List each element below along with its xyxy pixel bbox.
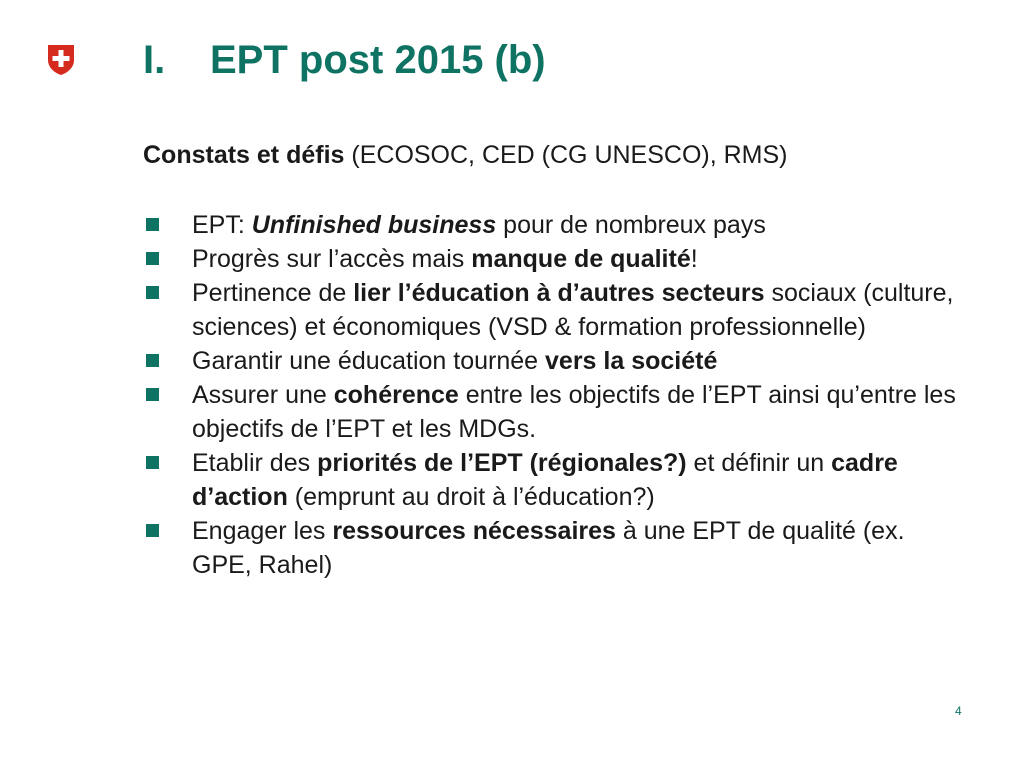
bullet-square-icon xyxy=(146,456,159,469)
bullet-emphasis: ressources nécessaires xyxy=(332,517,616,545)
bullet-text: entre les objectifs de l’EPT ainsi qu’entre les objectifs de l’EPT et les MDGs. xyxy=(192,381,956,443)
bullet-list xyxy=(143,208,958,582)
subtitle-bold: Constats et défis xyxy=(143,141,345,169)
bullet-text: ! xyxy=(690,245,698,273)
slide-title xyxy=(143,36,546,84)
title-text: EPT post 2015 (b) xyxy=(210,38,546,82)
bullet-text: à une EPT de qualité (ex. GPE, Rahel) xyxy=(192,517,905,579)
bullet-square-icon xyxy=(146,286,159,299)
bullet-emphasis: cohérence xyxy=(333,381,459,409)
bullet-text: Garantir une éducation tournée xyxy=(192,347,546,375)
bullet-emphasis: priorités de l’EPT (régionales?) xyxy=(317,449,687,477)
bullet-square-icon xyxy=(146,354,159,367)
bullet-text: Engager les xyxy=(192,517,333,545)
bullet-item xyxy=(143,446,958,514)
bullet-emphasis: cadre d’action xyxy=(192,449,898,511)
bullet-text: sociaux (culture, sciences) et économiques (VSD & formation professionnelle) xyxy=(192,279,954,341)
slide-subtitle xyxy=(143,138,788,172)
bullet-text: Assurer une xyxy=(192,381,334,409)
bullet-emphasis: vers la société xyxy=(545,347,718,375)
page-number: 4 xyxy=(955,704,962,718)
bullet-square-icon xyxy=(146,218,159,231)
title-number: I. xyxy=(143,38,166,82)
bullet-square-icon xyxy=(146,388,159,401)
bullet-emphasis: manque de qualité xyxy=(471,245,691,273)
swiss-cross-logo-icon xyxy=(46,43,76,76)
bullet-item xyxy=(143,514,958,582)
bullet-item xyxy=(143,344,958,378)
bullet-square-icon xyxy=(146,524,159,537)
bullet-item xyxy=(143,276,958,344)
subtitle-rest: (ECOSOC, CED (CG UNESCO), RMS) xyxy=(344,141,788,169)
bullet-item xyxy=(143,378,958,446)
bullet-item xyxy=(143,242,958,276)
bullet-text: (emprunt au droit à l’éducation?) xyxy=(287,483,655,511)
bullet-text: EPT: xyxy=(192,211,252,239)
bullet-text: et définir un xyxy=(686,449,832,477)
bullet-item xyxy=(143,208,958,242)
bullet-emphasis: Unfinished business xyxy=(251,211,497,239)
bullet-emphasis: lier l’éducation à d’autres secteurs xyxy=(353,279,765,307)
bullet-text: Etablir des xyxy=(192,449,318,477)
bullet-text: pour de nombreux pays xyxy=(496,211,766,239)
bullet-square-icon xyxy=(146,252,159,265)
bullet-text: Pertinence de xyxy=(192,279,354,307)
bullet-text: Progrès sur l’accès mais xyxy=(192,245,472,273)
